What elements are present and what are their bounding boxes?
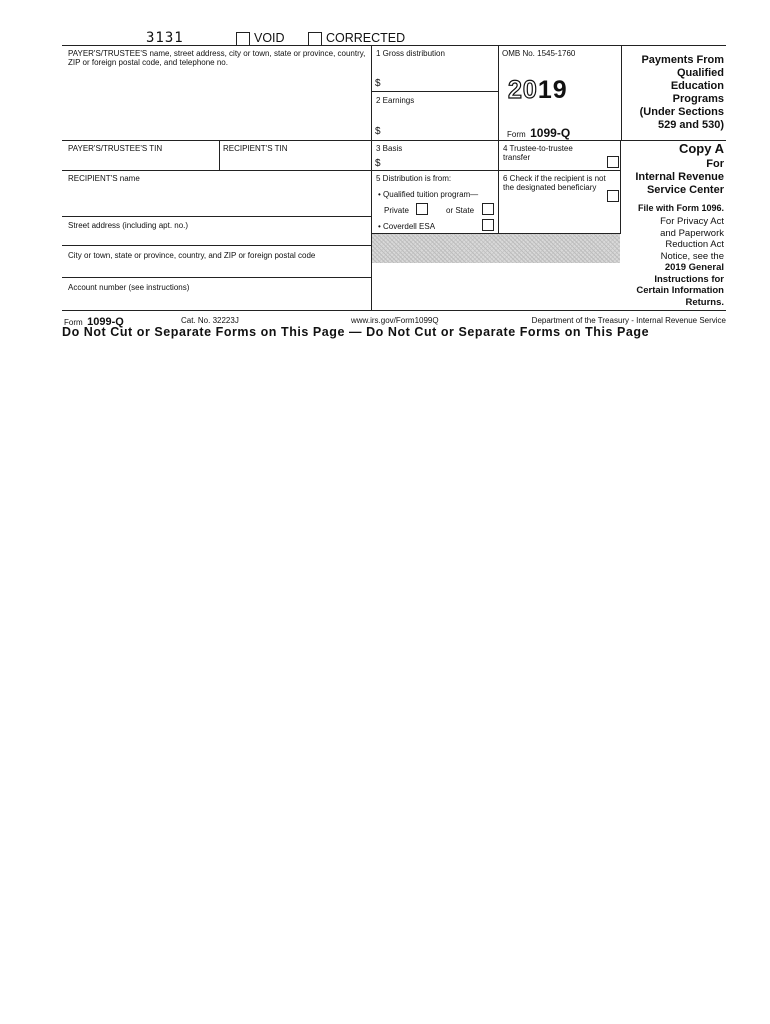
side-title-line: (Under Sections bbox=[639, 106, 724, 118]
box2-label: 2 Earnings bbox=[376, 96, 415, 105]
notice-line: Reduction Act bbox=[665, 239, 724, 250]
copy-a-label: Copy A bbox=[678, 141, 724, 156]
box5-label: 5 Distribution is from: bbox=[376, 174, 452, 183]
void-label: VOID bbox=[254, 31, 285, 45]
instructions-line: Certain Information bbox=[636, 285, 724, 296]
box5-coverdell-checkbox[interactable] bbox=[482, 219, 494, 231]
side-title-line: Programs bbox=[672, 93, 724, 105]
omb-number: OMB No. 1545-1760 bbox=[502, 49, 576, 58]
side-for bbox=[622, 158, 724, 197]
payer-tin-label: PAYER'S/TRUSTEE'S TIN bbox=[68, 144, 163, 153]
city-state-label: City or town, state or province, country, and ZIP or foreign postal code bbox=[68, 251, 316, 260]
instructions-reference bbox=[622, 262, 724, 308]
tax-year bbox=[508, 76, 568, 104]
box3-label: 3 Basis bbox=[376, 144, 403, 153]
box1-dollar: $ bbox=[375, 78, 381, 89]
side-title-line: 529 and 530) bbox=[657, 119, 724, 131]
side-title bbox=[622, 54, 724, 132]
form-title bbox=[507, 124, 570, 142]
box1-label: 1 Gross distribution bbox=[376, 49, 445, 58]
tax-year-outline: 20 bbox=[508, 76, 538, 104]
box5-qtp-label: • Qualified tuition program— bbox=[378, 190, 479, 199]
recipient-name-label: RECIPIENT'S name bbox=[68, 174, 140, 183]
box4-label: 4 Trustee-to-trustee transfer bbox=[503, 144, 573, 162]
side-title-line: Payments From bbox=[641, 54, 724, 66]
box6-label: 6 Check if the recipient is not the designated beneficiary bbox=[503, 174, 606, 192]
form-title-name: 1099-Q bbox=[530, 126, 571, 140]
tax-year-bold: 19 bbox=[537, 76, 568, 104]
irs-url[interactable]: www.irs.gov/Form1099Q bbox=[351, 316, 439, 325]
privacy-notice bbox=[622, 216, 724, 262]
box5-coverdell-label: • Coverdell ESA bbox=[378, 222, 436, 231]
instructions-line: Instructions for bbox=[654, 273, 724, 285]
box5-private-label: Private bbox=[384, 206, 409, 215]
side-for-line: Internal Revenue bbox=[635, 171, 724, 183]
notice-line: and Paperwork bbox=[660, 227, 724, 239]
do-not-cut-warning: Do Not Cut or Separate Forms on This Page — Do Not Cut or Separate Forms on This Page bbox=[62, 325, 650, 339]
form-code: 3131 bbox=[146, 30, 184, 46]
box3-dollar: $ bbox=[375, 158, 381, 169]
box2-dollar: $ bbox=[375, 126, 381, 137]
box5-state-label: or State bbox=[446, 206, 475, 215]
box5-state-checkbox[interactable] bbox=[482, 203, 494, 215]
form-title-prefix: Form bbox=[507, 130, 526, 139]
box5-private-checkbox[interactable] bbox=[416, 203, 428, 215]
corrected-checkbox[interactable] bbox=[308, 32, 322, 46]
side-title-line: Qualified bbox=[676, 67, 724, 79]
box6-checkbox[interactable] bbox=[607, 190, 619, 202]
street-address-label: Street address (including apt. no.) bbox=[68, 221, 189, 230]
payer-info-label: PAYER'S/TRUSTEE'S name, street address, city or town, state or province, country, ZIP or foreign postal code, and telephone no. bbox=[68, 49, 366, 67]
side-title-line: Education bbox=[670, 80, 724, 92]
file-with-1096: File with Form 1096. bbox=[637, 203, 724, 213]
void-checkbox[interactable] bbox=[236, 32, 250, 46]
side-for-line: Service Center bbox=[646, 184, 724, 196]
footer-form-name: 1099-Q bbox=[87, 316, 124, 328]
notice-line: Notice, see the bbox=[660, 250, 724, 262]
corrected-label: CORRECTED bbox=[326, 31, 406, 45]
cat-number: Cat. No. 32223J bbox=[181, 316, 239, 325]
account-number-label: Account number (see instructions) bbox=[68, 283, 190, 292]
instructions-line: 2019 General bbox=[664, 262, 724, 273]
footer-form-prefix: Form bbox=[64, 318, 83, 327]
recipient-tin-label: RECIPIENT'S TIN bbox=[223, 144, 288, 153]
shaded-area bbox=[372, 234, 620, 263]
side-for-line: For bbox=[706, 158, 724, 170]
notice-line: For Privacy Act bbox=[660, 216, 724, 227]
box4-checkbox[interactable] bbox=[607, 156, 619, 168]
department-label: Department of the Treasury - Internal Revenue Service bbox=[531, 316, 726, 325]
instructions-line: Returns. bbox=[685, 296, 724, 308]
